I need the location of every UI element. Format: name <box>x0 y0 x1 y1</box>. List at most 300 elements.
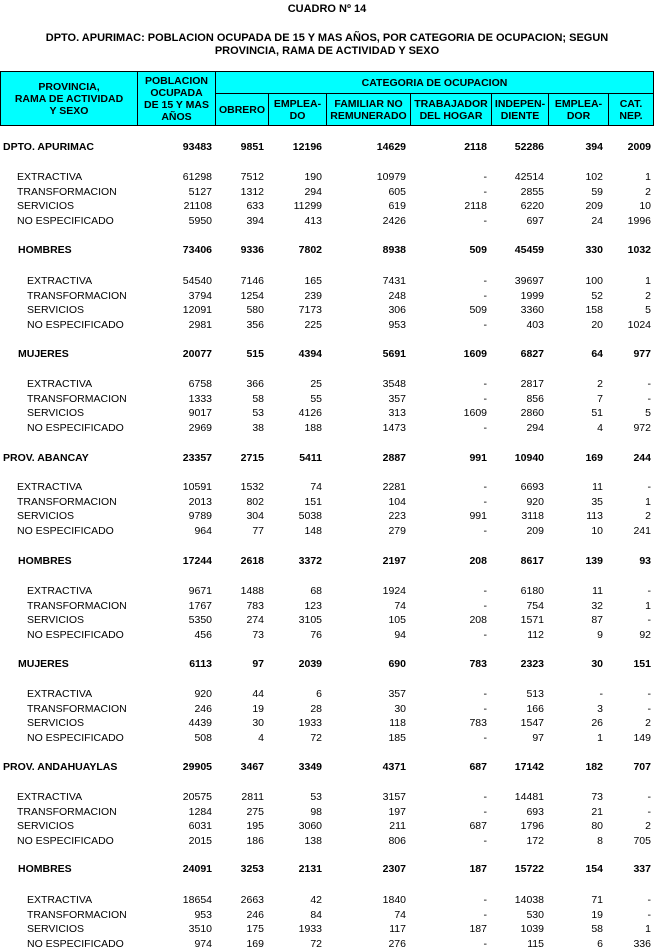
table-row <box>0 243 654 258</box>
row-value: 2118 <box>464 141 487 153</box>
table-row <box>0 657 654 672</box>
row-value: 7146 <box>240 275 264 287</box>
row-value: 197 <box>388 805 406 818</box>
row-value: 1488 <box>240 585 264 597</box>
row-value: 707 <box>633 761 651 773</box>
row-label: EXTRACTIVA <box>17 171 83 183</box>
row-value: 6220 <box>520 200 544 213</box>
row-value: 2 <box>645 510 651 523</box>
row-value: 93483 <box>182 141 212 153</box>
row-value: 687 <box>469 761 487 773</box>
row-label: SERVICIOS <box>27 614 84 627</box>
row-value: 169 <box>585 452 603 464</box>
row-value: 21 <box>591 805 603 818</box>
row-value: 3157 <box>382 791 406 803</box>
row-value: 6031 <box>188 820 212 833</box>
table-row <box>0 805 654 820</box>
row-value: 25 <box>310 378 322 390</box>
row-label: TRANSFORMACION <box>17 495 117 508</box>
header-poblacion <box>137 71 216 126</box>
row-value: 356 <box>246 319 264 332</box>
row-value: 8938 <box>382 244 406 256</box>
row-value: 1024 <box>627 319 651 332</box>
row-value: 9 <box>597 629 603 642</box>
row-value: 61298 <box>182 171 212 183</box>
row-value: 7802 <box>298 244 322 256</box>
row-value: 5127 <box>188 185 212 198</box>
row-value: - <box>483 938 487 951</box>
row-value: 10 <box>591 525 603 538</box>
header-familiar <box>326 93 411 126</box>
header-poblacion-line: OCUPADA <box>150 86 203 99</box>
row-value: 11299 <box>293 200 322 213</box>
row-label: MUJERES <box>18 348 69 360</box>
header-poblacion-line: POBLACION <box>145 74 208 87</box>
row-value: 92 <box>639 629 651 642</box>
row-value: 3060 <box>298 820 322 833</box>
row-value: 4394 <box>298 348 322 360</box>
row-value: 2663 <box>240 894 264 906</box>
row-label: TRANSFORMACION <box>27 289 127 302</box>
table-row <box>0 451 654 466</box>
row-label: EXTRACTIVA <box>27 688 93 700</box>
row-value: 241 <box>633 525 651 538</box>
row-value: 1312 <box>240 185 264 198</box>
row-value: 14629 <box>376 141 406 153</box>
row-label: PROV. ANDAHUAYLAS <box>3 761 118 773</box>
row-value: 7512 <box>240 171 264 183</box>
row-value: 977 <box>633 348 651 360</box>
row-value: 294 <box>526 422 544 435</box>
row-label: HOMBRES <box>18 555 72 567</box>
row-value: 223 <box>388 510 406 523</box>
row-value: 39697 <box>514 275 544 287</box>
row-value: 2281 <box>382 481 406 493</box>
row-value: 3467 <box>240 761 264 773</box>
row-value: 158 <box>585 304 603 317</box>
row-value: 72 <box>310 938 322 951</box>
row-value: 304 <box>246 510 264 523</box>
row-value: 1284 <box>188 805 212 818</box>
row-value: 690 <box>388 658 406 670</box>
row-value: - <box>647 614 651 627</box>
row-value: - <box>599 688 603 700</box>
row-value: 187 <box>469 923 487 936</box>
row-value: 72 <box>310 732 322 745</box>
row-value: 11 <box>592 481 603 493</box>
row-value: 58 <box>591 923 603 936</box>
table-row <box>0 495 654 510</box>
row-value: - <box>483 392 487 405</box>
row-value: 2013 <box>188 495 212 508</box>
row-value: 19 <box>591 908 603 921</box>
row-value: 17244 <box>182 555 212 567</box>
row-value: 30 <box>591 658 603 670</box>
table-row <box>0 480 654 495</box>
table-row <box>0 862 654 877</box>
row-value: 508 <box>194 732 212 745</box>
row-value: 149 <box>633 732 651 745</box>
row-value: 294 <box>304 185 322 198</box>
row-value: 185 <box>388 732 406 745</box>
header-catnep-line: CAT. <box>619 97 643 110</box>
row-value: 953 <box>388 319 406 332</box>
table-row <box>0 185 654 200</box>
row-value: 633 <box>246 200 264 213</box>
row-value: - <box>483 702 487 715</box>
row-value: 3253 <box>240 863 264 875</box>
row-value: 117 <box>389 923 406 936</box>
row-value: 1933 <box>298 717 322 730</box>
row-label: NO ESPECIFICADO <box>27 938 124 951</box>
header-categoria-group <box>215 71 654 94</box>
row-value: 2860 <box>520 407 544 420</box>
row-value: - <box>483 525 487 538</box>
header-independiente-line: DIENTE <box>500 109 540 122</box>
row-value: 148 <box>304 525 322 538</box>
row-value: 276 <box>388 938 406 951</box>
row-value: 1933 <box>298 923 322 936</box>
row-value: 20077 <box>182 348 212 360</box>
row-value: 3118 <box>521 510 544 523</box>
row-label: SERVICIOS <box>17 200 74 213</box>
row-value: 14038 <box>514 894 544 906</box>
row-value: 509 <box>469 304 487 317</box>
row-label: NO ESPECIFICADO <box>17 835 114 848</box>
row-value: 802 <box>246 495 264 508</box>
row-value: 4 <box>597 422 603 435</box>
row-value: 12196 <box>292 141 322 153</box>
header-empleado-line: DO <box>289 109 306 122</box>
row-label: NO ESPECIFICADO <box>27 319 124 332</box>
table-row <box>0 687 654 702</box>
table-row <box>0 140 654 155</box>
row-label: SERVICIOS <box>27 304 84 317</box>
row-value: 3372 <box>298 555 322 567</box>
table-row <box>0 347 654 362</box>
table-row <box>0 834 654 849</box>
row-value: 1609 <box>463 407 487 420</box>
row-value: 74 <box>310 481 322 493</box>
row-value: 1924 <box>382 585 406 597</box>
row-value: 1 <box>645 495 651 508</box>
row-value: - <box>647 481 651 493</box>
row-value: 112 <box>527 629 544 642</box>
row-value: 9017 <box>188 407 212 420</box>
table-row <box>0 790 654 805</box>
row-value: 102 <box>585 171 603 183</box>
row-value: 52286 <box>514 141 544 153</box>
row-value: 5 <box>645 304 651 317</box>
row-value: 2855 <box>520 185 544 198</box>
row-value: 4371 <box>382 761 406 773</box>
row-label: EXTRACTIVA <box>27 585 93 597</box>
row-value: 619 <box>388 200 406 213</box>
row-label: MUJERES <box>18 658 69 670</box>
row-value: 856 <box>526 392 544 405</box>
row-value: 1 <box>645 599 651 612</box>
row-value: 18654 <box>182 894 212 906</box>
table-row <box>0 170 654 185</box>
row-value: - <box>647 791 651 803</box>
row-value: 8617 <box>520 555 544 567</box>
row-label: EXTRACTIVA <box>27 275 93 287</box>
table-row <box>0 274 654 289</box>
row-value: 9336 <box>240 244 264 256</box>
table-row <box>0 377 654 392</box>
row-value: 68 <box>310 585 322 597</box>
row-value: 2811 <box>241 791 264 803</box>
row-value: 3510 <box>188 923 212 936</box>
row-value: 211 <box>389 820 406 833</box>
row-value: 20575 <box>182 791 212 803</box>
row-value: - <box>483 481 487 493</box>
row-value: 2307 <box>382 863 406 875</box>
table-subtitle <box>0 32 654 58</box>
row-value: - <box>483 275 487 287</box>
row-value: 10591 <box>182 481 212 493</box>
row-value: 6 <box>316 688 322 700</box>
row-value: 5038 <box>298 510 322 523</box>
row-value: 920 <box>526 495 544 508</box>
row-value: 3 <box>597 702 603 715</box>
row-value: 52 <box>591 289 603 302</box>
table-row <box>0 628 654 643</box>
table-row <box>0 893 654 908</box>
row-value: 754 <box>526 599 544 612</box>
row-value: 4439 <box>188 717 212 730</box>
row-value: 964 <box>194 525 212 538</box>
row-value: 139 <box>585 555 603 567</box>
row-value: 279 <box>388 525 406 538</box>
row-value: 1 <box>645 171 651 183</box>
row-value: 2969 <box>188 422 212 435</box>
row-value: 5950 <box>188 215 212 228</box>
row-label: HOMBRES <box>18 244 72 256</box>
row-value: 2981 <box>188 319 212 332</box>
row-value: 2015 <box>188 835 212 848</box>
row-value: - <box>647 585 651 597</box>
header-trabajador-line: TRABAJADOR <box>414 97 488 110</box>
row-value: - <box>483 495 487 508</box>
row-value: 456 <box>194 629 212 642</box>
header-familiar-line: FAMILIAR NO <box>334 97 403 110</box>
row-value: 513 <box>526 688 544 700</box>
row-value: 15722 <box>514 863 544 875</box>
table-row <box>0 584 654 599</box>
row-value: 29905 <box>182 761 212 773</box>
row-value: - <box>483 805 487 818</box>
row-value: 9851 <box>240 141 264 153</box>
table-row <box>0 509 654 524</box>
row-value: 1767 <box>188 599 212 612</box>
row-label: DPTO. APURIMAC <box>3 141 95 153</box>
row-value: 1039 <box>520 923 544 936</box>
row-label: NO ESPECIFICADO <box>17 215 114 228</box>
row-label: SERVICIOS <box>17 820 74 833</box>
row-value: 5411 <box>299 452 322 464</box>
row-value: 93 <box>639 555 651 567</box>
header-poblacion-line: AÑOS <box>161 110 192 123</box>
row-value: - <box>483 894 487 906</box>
row-value: - <box>647 688 651 700</box>
header-familiar-line: REMUNERADO <box>330 109 407 122</box>
row-value: 313 <box>388 407 406 420</box>
row-value: 4126 <box>298 407 322 420</box>
row-value: 30 <box>394 702 406 715</box>
row-value: 6113 <box>189 658 212 670</box>
row-value: 403 <box>526 319 544 332</box>
row-value: 515 <box>246 348 264 360</box>
row-value: 991 <box>469 510 487 523</box>
row-value: 225 <box>304 319 322 332</box>
row-value: 8 <box>597 835 603 848</box>
row-value: - <box>483 791 487 803</box>
header-trabajador <box>410 93 492 126</box>
row-value: 337 <box>633 863 651 875</box>
table-row <box>0 421 654 436</box>
header-obrero <box>215 93 269 126</box>
row-value: 1571 <box>520 614 544 627</box>
row-label: TRANSFORMACION <box>27 908 127 921</box>
header-empleado-line: EMPLEA- <box>273 97 322 110</box>
row-value: 58 <box>252 392 264 405</box>
row-value: 209 <box>585 200 603 213</box>
row-value: 697 <box>526 215 544 228</box>
row-value: 123 <box>304 599 322 612</box>
subtitle-line-1: DPTO. APURIMAC: POBLACION OCUPADA DE 15 Y MAS AÑOS, POR CATEGORIA DE OCUPACION; SEGUN <box>45 32 609 44</box>
row-label: TRANSFORMACION <box>27 702 127 715</box>
header-catnep <box>608 93 654 126</box>
row-value: - <box>647 805 651 818</box>
row-value: - <box>647 894 651 906</box>
row-value: - <box>483 585 487 597</box>
row-value: 5 <box>645 407 651 420</box>
row-value: - <box>483 171 487 183</box>
table-row <box>0 702 654 717</box>
row-value: 357 <box>388 688 406 700</box>
row-value: 2 <box>645 717 651 730</box>
row-value: 105 <box>388 614 406 627</box>
header-empleado <box>268 93 327 126</box>
row-value: 77 <box>252 525 264 538</box>
table-row <box>0 392 654 407</box>
row-value: - <box>483 215 487 228</box>
row-value: 7173 <box>298 304 322 317</box>
row-value: 6180 <box>520 585 544 597</box>
row-value: 336 <box>633 938 651 951</box>
table-row <box>0 406 654 421</box>
row-value: - <box>483 599 487 612</box>
row-value: 118 <box>389 717 406 730</box>
row-label: SERVICIOS <box>17 510 74 523</box>
table-row <box>0 716 654 731</box>
row-value: 2 <box>645 289 651 302</box>
row-value: 530 <box>526 908 544 921</box>
table-row <box>0 731 654 746</box>
row-value: 115 <box>527 938 544 951</box>
row-label: EXTRACTIVA <box>17 481 83 493</box>
table-row <box>0 524 654 539</box>
header-obrero-line: OBRERO <box>218 103 266 116</box>
row-value: 509 <box>469 244 487 256</box>
row-value: 366 <box>246 378 264 390</box>
row-value: 2 <box>597 378 603 390</box>
row-value: 2887 <box>382 452 406 464</box>
header-empleador <box>548 93 609 126</box>
header-empleador-line: EMPLEA- <box>554 97 603 110</box>
table-row <box>0 819 654 834</box>
header-provincia-line: RAMA DE ACTIVIDAD <box>14 92 124 105</box>
row-value: - <box>483 732 487 745</box>
table-row <box>0 760 654 775</box>
row-value: 3794 <box>188 289 212 302</box>
row-value: 705 <box>633 835 651 848</box>
row-value: 104 <box>388 495 406 508</box>
row-value: 2323 <box>520 658 544 670</box>
row-value: 11 <box>592 585 603 597</box>
row-value: 12091 <box>182 304 212 317</box>
row-value: 190 <box>304 171 322 183</box>
row-value: 26 <box>591 717 603 730</box>
row-value: 172 <box>526 835 544 848</box>
row-value: 175 <box>246 923 264 936</box>
row-value: 138 <box>304 835 322 848</box>
row-value: 413 <box>304 215 322 228</box>
row-value: 1 <box>597 732 603 745</box>
row-value: 3349 <box>298 761 322 773</box>
row-value: 605 <box>388 185 406 198</box>
row-value: 32 <box>591 599 603 612</box>
row-value: - <box>483 378 487 390</box>
row-value: 54540 <box>182 275 212 287</box>
header-independiente <box>491 93 549 126</box>
row-value: 28 <box>310 702 322 715</box>
row-value: 55 <box>310 392 322 405</box>
row-value: 394 <box>585 141 603 153</box>
row-value: 45459 <box>514 244 544 256</box>
row-value: 246 <box>194 702 212 715</box>
row-label: NO ESPECIFICADO <box>17 525 114 538</box>
row-value: 154 <box>585 863 603 875</box>
row-value: 151 <box>304 495 322 508</box>
row-label: TRANSFORMACION <box>27 392 127 405</box>
row-value: 195 <box>246 820 264 833</box>
row-value: 1547 <box>520 717 544 730</box>
row-value: - <box>483 422 487 435</box>
row-value: 42 <box>310 894 322 906</box>
row-value: 1 <box>645 923 651 936</box>
header-categoria-group-line: CATEGORIA DE OCUPACION <box>361 76 508 89</box>
row-value: 151 <box>633 658 651 670</box>
row-value: 783 <box>469 658 487 670</box>
table-row <box>0 303 654 318</box>
table-row <box>0 318 654 333</box>
row-value: 974 <box>194 938 212 951</box>
row-value: 5691 <box>382 348 406 360</box>
row-value: 6693 <box>520 481 544 493</box>
row-value: 44 <box>252 688 264 700</box>
row-value: 10 <box>639 200 651 213</box>
row-value: 73 <box>591 791 603 803</box>
row-value: 1840 <box>382 894 406 906</box>
row-value: 2715 <box>240 452 264 464</box>
row-value: - <box>483 835 487 848</box>
row-value: 1532 <box>240 481 264 493</box>
row-label: NO ESPECIFICADO <box>27 732 124 745</box>
row-value: 208 <box>469 614 487 627</box>
row-value: - <box>647 378 651 390</box>
